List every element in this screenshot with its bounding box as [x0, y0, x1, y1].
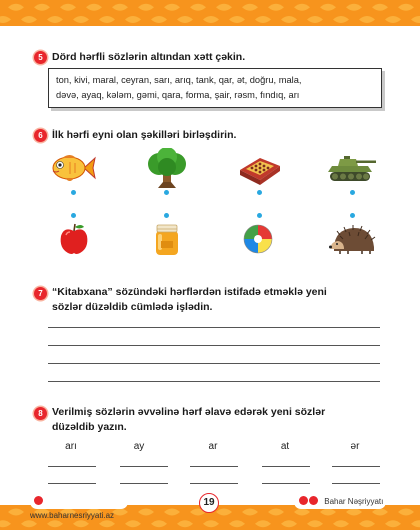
leaf-shape [229, 16, 245, 23]
page-number: 19 [199, 493, 219, 513]
task-7-instruction [52, 285, 327, 315]
ball-icon [242, 223, 274, 255]
leaf-shape [138, 4, 154, 11]
leaf-shape [411, 520, 420, 527]
leaf-shape [268, 4, 284, 11]
writing-line-4[interactable] [48, 381, 380, 382]
connect-dot-bottom-1[interactable] [71, 213, 76, 218]
fish-icon [48, 150, 96, 186]
task-6-instruction: İlk hərfi eyni olan şəkilləri birləşdirin. [52, 129, 237, 141]
task-8-line-2: düzəldib yazın. [52, 421, 127, 433]
leaf-shape [255, 520, 271, 527]
leaf-shape [190, 4, 206, 11]
leaf-shape [203, 16, 219, 23]
word-list-line-2: dəvə, ayaq, kələm, gəmi, qara, forma, şair, rəsm, fındıq, arı [56, 90, 300, 100]
word-list-box [48, 68, 382, 108]
leaf-shape [307, 16, 323, 23]
leaf-shape [151, 16, 167, 23]
writing-line-1[interactable] [48, 327, 380, 328]
leaf-shape [398, 509, 414, 516]
leaf-shape [320, 4, 336, 11]
leaf-shape [320, 509, 336, 516]
answer-line-1a[interactable] [48, 466, 96, 467]
leaf-shape [294, 509, 310, 516]
leaf-shape [216, 4, 232, 11]
leaf-shape [164, 4, 180, 11]
connect-dot-bottom-2[interactable] [164, 213, 169, 218]
tree-icon [144, 148, 190, 190]
website-link[interactable]: www.baharnesriyyati.az [30, 511, 115, 520]
leaf-shape [268, 509, 284, 516]
website-pill[interactable] [30, 495, 128, 520]
answer-line-3a[interactable] [190, 466, 238, 467]
answer-line-4a[interactable] [262, 466, 310, 467]
leaf-shape [255, 16, 271, 23]
connect-dot-bottom-3[interactable] [257, 213, 262, 218]
task-8-instruction [52, 405, 325, 435]
leaf-shape [411, 16, 420, 23]
leaf-shape [0, 520, 11, 527]
task-5-badge: 5 [34, 51, 47, 64]
task-8-word-3: ar [208, 441, 218, 452]
connect-dot-bottom-4[interactable] [350, 213, 355, 218]
leaf-shape [385, 520, 401, 527]
task-8-word-2: ay [133, 441, 145, 452]
leaf-shape [177, 16, 193, 23]
connect-dot-top-1[interactable] [71, 190, 76, 195]
leaf-shape [359, 16, 375, 23]
connect-dot-top-4[interactable] [350, 190, 355, 195]
leaf-shape [0, 16, 11, 23]
answer-line-2a[interactable] [120, 466, 168, 467]
leaf-shape [203, 520, 219, 527]
task-8-badge: 8 [34, 407, 47, 420]
answer-line-5b[interactable] [332, 483, 380, 484]
hedgehog-icon [328, 225, 376, 255]
leaf-shape [294, 4, 310, 11]
answer-line-5a[interactable] [332, 466, 380, 467]
honey-jar-icon [152, 221, 182, 257]
leaf-shape [73, 16, 89, 23]
task-8-word-5: ər [350, 441, 360, 452]
globe-icon [34, 496, 43, 505]
word-list-line-1: ton, kivi, maral, ceyran, sarı, arıq, tank, qar, ət, doğru, mala, [56, 75, 302, 85]
writing-line-2[interactable] [48, 345, 380, 346]
top-decorative-band [0, 0, 420, 26]
leaf-shape [346, 4, 362, 11]
leaf-shape [242, 4, 258, 11]
leaf-shape [47, 16, 63, 23]
instagram-icon [299, 496, 308, 505]
leaf-shape [125, 16, 141, 23]
matchbox-icon [238, 150, 282, 186]
task-8-line-1: Verilmiş sözlərin əvvəlinə hərf əlavə edərək yeni sözlər [52, 406, 326, 418]
task-8-word-1: arı [65, 441, 77, 452]
leaf-shape [138, 509, 154, 516]
leaf-shape [21, 16, 37, 23]
leaf-shape [281, 16, 297, 23]
task-7-line-2: sözlər düzəldib cümlədə işlədin. [52, 301, 213, 313]
leaf-shape [164, 509, 180, 516]
leaf-shape [151, 520, 167, 527]
leaf-shape [60, 4, 76, 11]
answer-line-2b[interactable] [120, 483, 168, 484]
leaf-pattern [0, 0, 420, 26]
leaf-shape [333, 16, 349, 23]
leaf-shape [34, 4, 50, 11]
leaf-shape [281, 520, 297, 527]
task-7-line-1: “Kitabxana” sözündəki hərflərdən istifadə etməklə yeni [52, 286, 327, 298]
tank-icon [324, 152, 378, 184]
leaf-shape [398, 4, 414, 11]
leaf-shape [112, 509, 128, 516]
leaf-shape [8, 4, 24, 11]
leaf-shape [359, 520, 375, 527]
leaf-shape [385, 16, 401, 23]
publisher-name: Bahar Nəşriyyatı [324, 497, 384, 506]
leaf-shape [112, 4, 128, 11]
leaf-shape [177, 520, 193, 527]
publisher-pill[interactable] [294, 495, 386, 509]
writing-line-3[interactable] [48, 363, 380, 364]
leaf-shape [346, 509, 362, 516]
leaf-shape [372, 4, 388, 11]
task-5-instruction: Dörd hərfli sözlərin altından xətt çəkin. [52, 51, 246, 63]
leaf-shape [229, 520, 245, 527]
facebook-icon [309, 496, 318, 505]
task-8-word-4: at [280, 441, 290, 452]
leaf-shape [216, 509, 232, 516]
task-6-badge: 6 [34, 129, 47, 142]
leaf-shape [86, 4, 102, 11]
leaf-shape [242, 509, 258, 516]
leaf-shape [307, 520, 323, 527]
leaf-shape [99, 16, 115, 23]
apple-icon [58, 222, 90, 256]
leaf-shape [333, 520, 349, 527]
task-7-badge: 7 [34, 287, 47, 300]
leaf-shape [125, 520, 141, 527]
leaf-shape [8, 509, 24, 516]
connect-dot-top-2[interactable] [164, 190, 169, 195]
connect-dot-top-3[interactable] [257, 190, 262, 195]
answer-line-1b[interactable] [48, 483, 96, 484]
answer-line-4b[interactable] [262, 483, 310, 484]
answer-line-3b[interactable] [190, 483, 238, 484]
leaf-shape [372, 509, 388, 516]
